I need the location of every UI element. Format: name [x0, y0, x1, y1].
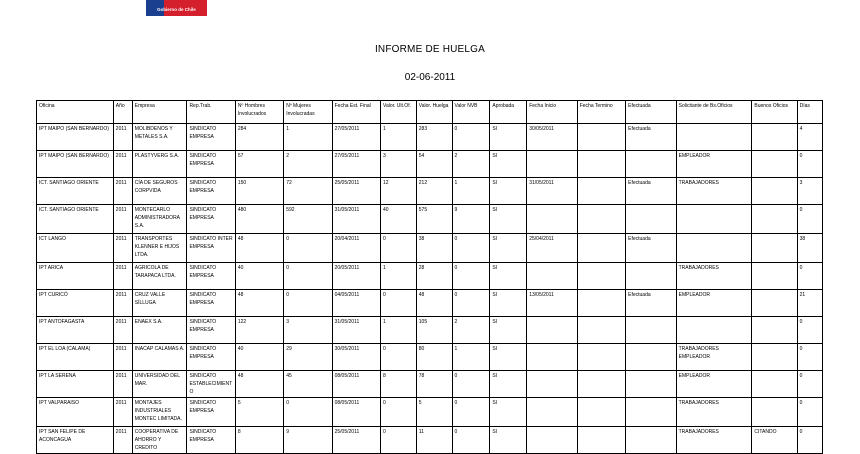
table-cell	[577, 317, 625, 344]
table-cell: 0	[452, 290, 490, 317]
table-cell	[626, 371, 677, 398]
table-cell: 1	[284, 124, 332, 151]
table-cell: 2011	[113, 151, 132, 178]
table-cell	[577, 398, 625, 427]
table-cell: 0	[452, 263, 490, 290]
table-cell: 480	[235, 205, 283, 234]
table-cell: 3	[284, 317, 332, 344]
table-cell: SI	[490, 151, 527, 178]
table-row	[37, 371, 823, 398]
table-cell	[676, 205, 752, 234]
table-cell: 57	[235, 151, 283, 178]
table-cell: 2011	[113, 290, 132, 317]
table-cell: 0	[452, 124, 490, 151]
table-cell	[577, 178, 625, 205]
table-cell: 9	[284, 427, 332, 454]
table-cell: EMPLEADOR	[676, 371, 752, 398]
table-cell: 45	[284, 371, 332, 398]
table-row	[37, 124, 823, 151]
table-row	[37, 344, 823, 371]
column-header: Nº Hombres Involucrados	[235, 101, 283, 124]
table-cell: 12	[381, 178, 417, 205]
table-cell: 2011	[113, 234, 132, 263]
table-cell: 1	[381, 317, 417, 344]
table-row	[37, 290, 823, 317]
table-cell: 5	[235, 398, 283, 427]
table-cell	[752, 344, 797, 371]
table-cell: SI	[490, 427, 527, 454]
table-cell	[752, 317, 797, 344]
table-cell: SI	[490, 290, 527, 317]
column-header: Valor. Huelga	[416, 101, 452, 124]
table-cell: ICT LANGO	[37, 234, 114, 263]
table-cell: ICT. SANTIAGO ORIENTE	[37, 178, 114, 205]
table-cell: 38	[797, 234, 822, 263]
table-cell: 0	[284, 263, 332, 290]
column-header: Aprobada	[490, 101, 527, 124]
table-cell	[752, 371, 797, 398]
table-cell: 72	[284, 178, 332, 205]
table-cell: MOLIBDENOS Y METALES S.A.	[132, 124, 187, 151]
table-cell	[577, 263, 625, 290]
table-cell: IPT CURICÓ	[37, 290, 114, 317]
table-cell: SI	[490, 317, 527, 344]
strike-report-table	[36, 100, 823, 454]
table-cell: SINDICATO EMPRESA	[187, 205, 235, 234]
table-cell	[527, 344, 578, 371]
table-cell: INACAP CALAMAS A.	[132, 344, 187, 371]
table-cell: 0	[284, 398, 332, 427]
table-cell	[527, 317, 578, 344]
table-cell: MONTAJES INDUSTRIALES MONTEC LIMITADA.	[132, 398, 187, 427]
table-cell	[577, 290, 625, 317]
table-cell	[752, 124, 797, 151]
column-header: Valor. Ult.Of.	[381, 101, 417, 124]
table-cell: SI	[490, 178, 527, 205]
table-row	[37, 398, 823, 427]
table-cell: CRUZ VALLE SÍLLUGA	[132, 290, 187, 317]
table-cell	[626, 398, 677, 427]
table-cell: CITANDO	[752, 427, 797, 454]
table-cell: IPT ANTOFAGASTA	[37, 317, 114, 344]
table-row	[37, 317, 823, 344]
table-cell: 30/05/2011	[332, 344, 380, 371]
table-cell: 592	[284, 205, 332, 234]
table-cell: 122	[235, 317, 283, 344]
report-title: INFORME DE HUELGA	[374, 44, 486, 55]
table-cell: 28	[416, 263, 452, 290]
table-cell: SI	[490, 124, 527, 151]
table-cell: IPT VALPARAISO	[37, 398, 114, 427]
table-cell	[527, 263, 578, 290]
table-cell: 08/05/2011	[332, 371, 380, 398]
table-row	[37, 178, 823, 205]
table-cell: ENAEX S.A.	[132, 317, 187, 344]
table-cell: 212	[416, 178, 452, 205]
table-cell	[577, 124, 625, 151]
table-cell: 1	[381, 124, 417, 151]
table-cell: 0	[284, 234, 332, 263]
table-cell: COOPERATIVA DE AHORRO Y CREDITO	[132, 427, 187, 454]
table-cell: 30/05/2011	[527, 124, 578, 151]
column-header: Fecha Termino	[577, 101, 625, 124]
table-cell: 8	[235, 427, 283, 454]
table-cell: 283	[416, 124, 452, 151]
table-cell: IPT MAIPO (SAN BERNARDO)	[37, 124, 114, 151]
column-header: Nº Mujeres Involucradas	[284, 101, 332, 124]
table-cell: 575	[416, 205, 452, 234]
table-cell: 2011	[113, 124, 132, 151]
table-cell: SI	[490, 344, 527, 371]
table-cell: 48	[416, 290, 452, 317]
table-cell: 11	[416, 427, 452, 454]
table-cell: 9	[452, 205, 490, 234]
table-cell	[626, 151, 677, 178]
table-cell: 0	[452, 398, 490, 427]
table-cell: 25/04/2011	[527, 234, 578, 263]
table-cell: TRABAJADORES	[676, 263, 752, 290]
gobierno-logo	[146, 0, 207, 16]
table-cell: 1	[381, 263, 417, 290]
table-cell	[527, 398, 578, 427]
table-cell: IPT EL LOA (CALAMA)	[37, 344, 114, 371]
table-cell: SI	[490, 234, 527, 263]
table-cell	[577, 234, 625, 263]
table-cell: 27/05/2011	[332, 151, 380, 178]
table-cell: 25/05/2011	[332, 427, 380, 454]
table-cell: 2011	[113, 317, 132, 344]
column-header: Fecha Est. Final	[332, 101, 380, 124]
table-cell: 0	[797, 398, 822, 427]
table-row	[37, 205, 823, 234]
table-cell: 2011	[113, 427, 132, 454]
table-cell	[527, 427, 578, 454]
table-cell: 0	[797, 427, 822, 454]
table-header-row	[37, 101, 823, 124]
table-cell: TRABAJADORES	[676, 178, 752, 205]
table-cell: 1	[452, 178, 490, 205]
table-cell	[626, 263, 677, 290]
column-header: Oficina	[37, 101, 114, 124]
table-cell: 48	[235, 234, 283, 263]
table-cell: 0	[452, 371, 490, 398]
table-cell: 2	[452, 151, 490, 178]
table-cell: EMPLEADOR	[676, 151, 752, 178]
column-header: Solicitante de Bs.Oficios	[676, 101, 752, 124]
table-cell	[752, 398, 797, 427]
table-cell: ICT. SANTIAGO ORIENTE	[37, 205, 114, 234]
table-cell: 0	[797, 151, 822, 178]
table-cell: 48	[235, 371, 283, 398]
table-cell: 150	[235, 178, 283, 205]
report-date: 02-06-2011	[404, 72, 456, 83]
table-cell	[577, 344, 625, 371]
table-cell: Efectuada	[626, 290, 677, 317]
column-header: Empresa	[132, 101, 187, 124]
column-header: Rep.Trab.	[187, 101, 235, 124]
table-cell: SINDICATO EMPRESA	[187, 344, 235, 371]
table-cell: 2	[284, 151, 332, 178]
table-cell: SINDICATO ESTABLECIMIENTO	[187, 371, 235, 398]
table-cell: SI	[490, 371, 527, 398]
table-cell: 29	[284, 344, 332, 371]
table-cell: 0	[797, 263, 822, 290]
table-cell: Efectuada	[626, 234, 677, 263]
table-cell: TRABAJADORES EMPLEADOR	[676, 344, 752, 371]
table-cell: CÍA DE SEGUROS CORPVIDA	[132, 178, 187, 205]
table-cell: 25/05/2011	[332, 178, 380, 205]
table-cell: SINDICATO EMPRESA	[187, 263, 235, 290]
column-header: Año	[113, 101, 132, 124]
column-header: Días	[797, 101, 822, 124]
table-row	[37, 234, 823, 263]
table-cell: 54	[416, 151, 452, 178]
table-cell: SINDICATO EMPRESA	[187, 124, 235, 151]
table-cell	[752, 205, 797, 234]
table-cell	[577, 151, 625, 178]
table-cell: PLASTYVERG S.A.	[132, 151, 187, 178]
table-cell: Efectuada	[626, 178, 677, 205]
column-header: Fecha Inicio	[527, 101, 578, 124]
table-cell: SI	[490, 263, 527, 290]
table-row	[37, 263, 823, 290]
table-cell: SI	[490, 205, 527, 234]
table-cell: 38	[416, 234, 452, 263]
table-row	[37, 427, 823, 454]
table-cell: 2011	[113, 205, 132, 234]
table-cell: IPT ARICA	[37, 263, 114, 290]
table-cell: 31/05/2011	[332, 205, 380, 234]
table-cell: SINDICATO EMPRESA	[187, 398, 235, 427]
table-cell	[752, 290, 797, 317]
table-cell: TRABAJADORES	[676, 427, 752, 454]
table-cell: 0	[797, 344, 822, 371]
table-cell: 0	[381, 234, 417, 263]
table-cell	[577, 205, 625, 234]
table-cell: SI	[490, 398, 527, 427]
table-cell: 2	[452, 317, 490, 344]
table-cell: 31/05/2011	[527, 178, 578, 205]
table-cell: SINDICATO EMPRESA	[187, 178, 235, 205]
table-cell: 0	[452, 234, 490, 263]
table-cell	[527, 371, 578, 398]
table-cell: SINDICATO EMPRESA	[187, 151, 235, 178]
table-cell	[527, 205, 578, 234]
table-cell: SINDICATO EMPRESA	[187, 290, 235, 317]
table-cell: 08/05/2011	[332, 398, 380, 427]
table-cell: 0	[797, 371, 822, 398]
table-cell: 27/05/2011	[332, 124, 380, 151]
table-cell: 20/05/2011	[332, 263, 380, 290]
table-cell: EMPLEADOR	[676, 290, 752, 317]
column-header: Buenos Oficios	[752, 101, 797, 124]
table-cell	[626, 344, 677, 371]
table-cell	[676, 317, 752, 344]
table-cell: SINDICATO EMPRESA	[187, 317, 235, 344]
table-cell	[626, 205, 677, 234]
table-cell	[752, 234, 797, 263]
table-cell	[527, 151, 578, 178]
table-cell: SINDICATO INTER EMPRESA	[187, 234, 235, 263]
table-cell: 105	[416, 317, 452, 344]
table-cell	[752, 151, 797, 178]
table-cell: 284	[235, 124, 283, 151]
table-cell	[676, 124, 752, 151]
table-cell: IPT LA SERENA	[37, 371, 114, 398]
table-cell	[626, 317, 677, 344]
table-cell	[626, 427, 677, 454]
table-cell: 04/05/2011	[332, 290, 380, 317]
table-cell: 0	[284, 290, 332, 317]
table-cell: IPT MAIPO (SAN BERNARDO)	[37, 151, 114, 178]
table-row	[37, 151, 823, 178]
table-cell: 2011	[113, 178, 132, 205]
column-header: Efectuada	[626, 101, 677, 124]
table-cell	[577, 371, 625, 398]
table-cell: TRANSPORTES KLENNER E HIJOS LTDA.	[132, 234, 187, 263]
table-cell: 40	[235, 344, 283, 371]
table-cell: SINDICATO EMPRESA	[187, 427, 235, 454]
table-cell: 48	[235, 290, 283, 317]
table-cell: MONTECARLO ADMINISTRADORA S.A.	[132, 205, 187, 234]
table-cell	[752, 263, 797, 290]
table-cell: TRABAJADORES	[676, 398, 752, 427]
table-cell: 2011	[113, 344, 132, 371]
table-cell: UNIVERSIDAD DEL MAR.	[132, 371, 187, 398]
table-cell: 13/05/2011	[527, 290, 578, 317]
table-cell: 0	[381, 290, 417, 317]
table-cell: 0	[381, 398, 417, 427]
logo-text: Gobierno de Chile	[157, 7, 196, 12]
table-cell: 4	[797, 124, 822, 151]
table-cell: 2011	[113, 371, 132, 398]
table-cell: 40	[381, 205, 417, 234]
table-cell: AGRICOLA DE TARAPACA LTDA.	[132, 263, 187, 290]
table-cell: 1	[452, 344, 490, 371]
table-cell: 78	[416, 371, 452, 398]
table-cell: 80	[416, 344, 452, 371]
table-cell	[752, 178, 797, 205]
table-cell: 21	[797, 290, 822, 317]
table-cell: IPT SAN FELIPE DE ACONCAGUA	[37, 427, 114, 454]
table-cell: 2011	[113, 263, 132, 290]
table-cell: 20/04/2011	[332, 234, 380, 263]
table-cell: 31/05/2011	[332, 317, 380, 344]
table-cell: 0	[797, 205, 822, 234]
table-cell: 0	[381, 344, 417, 371]
table-cell: 2011	[113, 398, 132, 427]
table-cell: 8	[381, 371, 417, 398]
column-header: Valor NVB	[452, 101, 490, 124]
table-cell: Efectuada	[626, 124, 677, 151]
table-cell: 40	[235, 263, 283, 290]
table-cell: 3	[797, 178, 822, 205]
table-cell	[676, 234, 752, 263]
table-cell	[577, 427, 625, 454]
table-cell: 5	[416, 398, 452, 427]
table-cell: 3	[381, 151, 417, 178]
table-cell: 0	[452, 427, 490, 454]
table-cell: 0	[381, 427, 417, 454]
table-cell: 0	[797, 317, 822, 344]
